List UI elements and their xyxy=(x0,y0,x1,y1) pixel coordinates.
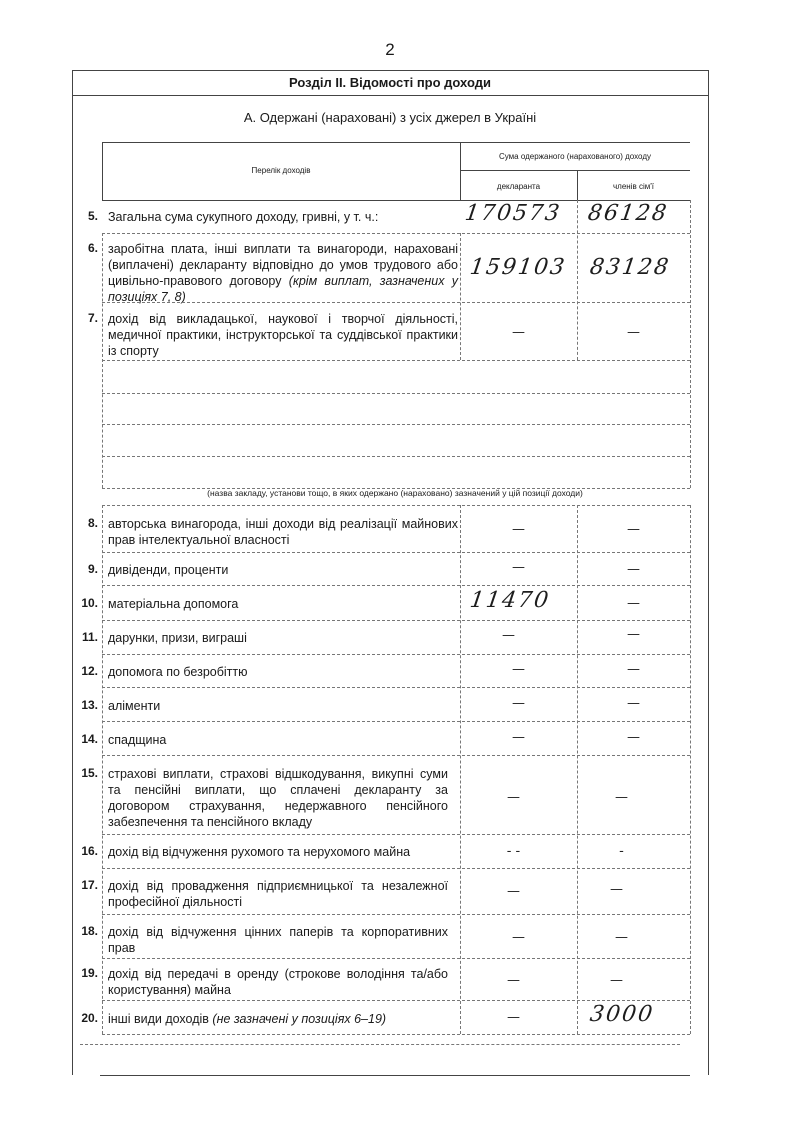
table-header-mid xyxy=(460,170,690,171)
row-10-number: 10. xyxy=(81,596,98,610)
row-14-number: 14. xyxy=(81,732,98,746)
institution-line-2 xyxy=(102,424,690,425)
row-11-declarant-value: — xyxy=(502,628,515,643)
row-19-label: дохід від передачі в оренду (строкове володіння та/або користування) майна xyxy=(108,967,448,997)
row-13-divider xyxy=(102,721,690,722)
institution-footnote: (назва закладу, установи тощо, в яких одержано (нараховано) зазначений у цій позиції доходи) xyxy=(207,488,583,498)
row-14-family-value: — xyxy=(627,730,640,745)
row-7-number: 7. xyxy=(87,311,98,325)
row-13-family-value: — xyxy=(627,696,640,711)
row-13-label: аліменти xyxy=(108,699,161,713)
bottom-line xyxy=(100,1075,690,1076)
row-20-family-value: 3000 xyxy=(588,1002,656,1027)
row-17-declarant-value: — xyxy=(507,884,520,899)
row-6-declarant-value: 159103 xyxy=(468,255,568,280)
row-5-declarant-value: 170573 xyxy=(463,201,563,226)
row-10-family-value: — xyxy=(627,596,640,611)
row-7-divider xyxy=(102,360,690,361)
table-left-line-b xyxy=(102,505,103,1034)
row-20-number: 20. xyxy=(81,1011,98,1025)
row-19-family-value: — xyxy=(610,973,623,988)
row-15-label: страхові виплати, страхові відшкодування, викупні суми та пенсійні виплати, що сплачені декларанту за договором страхування, недержавного пенсійного забезпечення та пенсійного вкладу xyxy=(108,767,448,829)
institution-line-1 xyxy=(102,393,690,394)
row-12-family-value: — xyxy=(627,662,640,677)
column-divider-d xyxy=(577,505,578,1034)
row-20-divider xyxy=(102,1034,690,1035)
row-14-label: спадщина xyxy=(108,733,167,747)
row-12-divider xyxy=(102,687,690,688)
header-list-label: Перелік доходів xyxy=(251,166,311,175)
table-right-line-a xyxy=(690,200,691,488)
row-10-declarant-value: 11470 xyxy=(468,588,552,613)
row-18-divider xyxy=(102,958,690,959)
row-9-declarant-value: — xyxy=(512,560,525,575)
row-12-label: допомога по безробіттю xyxy=(108,665,248,679)
row-6-family-value: 83128 xyxy=(588,255,672,280)
row-19-divider xyxy=(102,1000,690,1001)
row-17-number: 17. xyxy=(81,878,98,892)
table-header-top xyxy=(102,142,690,143)
row-20-label-note: (не зазначені у позиціях 6–19) xyxy=(212,1012,387,1026)
row-12-number: 12. xyxy=(81,664,98,678)
section-title-divider xyxy=(72,95,708,96)
row-17-label: дохід від провадження підприємницької та незалежної професійної діяльності xyxy=(108,879,448,909)
row-9-number: 9. xyxy=(87,562,98,576)
row-17-divider xyxy=(102,914,690,915)
row-18-family-value: — xyxy=(615,930,628,945)
row-11-number: 11. xyxy=(81,630,98,644)
header-declarant-label: декларанта xyxy=(496,182,541,191)
row-17-family-value: — xyxy=(610,882,623,897)
row-6-label xyxy=(108,241,458,305)
page-number: 2 xyxy=(385,40,395,59)
row-9-family-value: — xyxy=(627,562,640,577)
row-16-divider xyxy=(102,868,690,869)
row-9-label: дивіденди, проценти xyxy=(108,563,229,577)
table-header-divider xyxy=(460,142,461,200)
row-20-label-text: інші види доходів xyxy=(108,1012,209,1026)
row-16-label: дохід від відчуження рухомого та нерухомого майна xyxy=(108,845,411,859)
table-left-line-a xyxy=(102,233,103,488)
row-19-declarant-value: — xyxy=(507,973,520,988)
row-11-divider xyxy=(102,654,690,655)
row-8-label: авторська винагорода, інші доходи від реалізації майнових прав інтелектуальної власності xyxy=(108,517,458,547)
column-divider-b xyxy=(577,200,578,360)
frame-top-border xyxy=(72,70,708,71)
row-12-declarant-value: — xyxy=(512,662,525,677)
row-18-number: 18. xyxy=(81,924,98,938)
row-15-declarant-value: — xyxy=(507,790,520,805)
column-divider-c xyxy=(460,505,461,1034)
row-13-declarant-value: — xyxy=(512,696,525,711)
header-amount-label: Сума одержаного (нарахованого) доходу xyxy=(498,152,651,161)
row-15-number: 15. xyxy=(81,766,98,780)
row-20-label xyxy=(108,1011,458,1027)
row-19-number: 19. xyxy=(81,966,98,980)
row-13-number: 13. xyxy=(81,698,98,712)
header-family-label: членів сім'ї xyxy=(613,182,654,191)
row-5-divider xyxy=(102,233,690,234)
row-15-divider xyxy=(102,834,690,835)
lower-table-top xyxy=(102,505,690,506)
row-8-number: 8. xyxy=(87,516,98,530)
row-18-label: дохід від відчуження цінних паперів та корпоративних прав xyxy=(108,925,448,955)
row-16-declarant-value: - - xyxy=(506,844,521,859)
row-18-declarant-value: — xyxy=(512,930,525,945)
row-16-family-value: - xyxy=(619,844,624,859)
row-9-divider xyxy=(102,585,690,586)
row-8-divider xyxy=(102,552,690,553)
row-6-divider xyxy=(102,302,690,303)
row-6-label-text: заробітна плата, інші виплати та винагороди, нараховані (виплачені) декларанту відповідно до умов трудового або цивільно-правового договору xyxy=(108,242,458,288)
institution-line-3 xyxy=(102,456,690,457)
row-7-label: дохід від викладацької, наукової і творчої діяльності, медичної практики, інструкторської та суддівської практики із спорту xyxy=(108,312,458,358)
row-8-family-value: — xyxy=(627,522,640,537)
bottom-dashed-line xyxy=(80,1044,680,1045)
row-15-family-value: — xyxy=(615,790,628,805)
row-10-divider xyxy=(102,620,690,621)
row-16-number: 16. xyxy=(81,844,98,858)
row-10-label: матеріальна допомога xyxy=(108,597,239,611)
column-divider-a xyxy=(460,233,461,360)
row-14-declarant-value: — xyxy=(512,730,525,745)
row-11-label: дарунки, призи, виграші xyxy=(108,631,247,645)
row-8-declarant-value: — xyxy=(512,522,525,537)
table-right-line-b xyxy=(690,505,691,1034)
frame-right-border xyxy=(708,70,709,1075)
row-20-declarant-value: — xyxy=(507,1010,520,1025)
row-7-declarant-value: — xyxy=(512,325,525,340)
row-7-family-value: — xyxy=(627,325,640,340)
row-5-label: Загальна сума сукупного доходу, гривні, у т. ч.: xyxy=(108,210,379,224)
subsection-title: А. Одержані (нараховані) з усіх джерел в Україні xyxy=(243,110,537,125)
row-14-divider xyxy=(102,755,690,756)
row-6-label-note: (крім виплат, зазначених у позиціях 7, 8) xyxy=(108,274,458,304)
row-5-number: 5. xyxy=(87,209,98,223)
row-11-family-value: — xyxy=(627,627,640,642)
row-6-number: 6. xyxy=(87,241,98,255)
row-5-family-value: 86128 xyxy=(586,201,670,226)
section-title: Розділ ІІ. Відомості про доходи xyxy=(289,75,491,90)
